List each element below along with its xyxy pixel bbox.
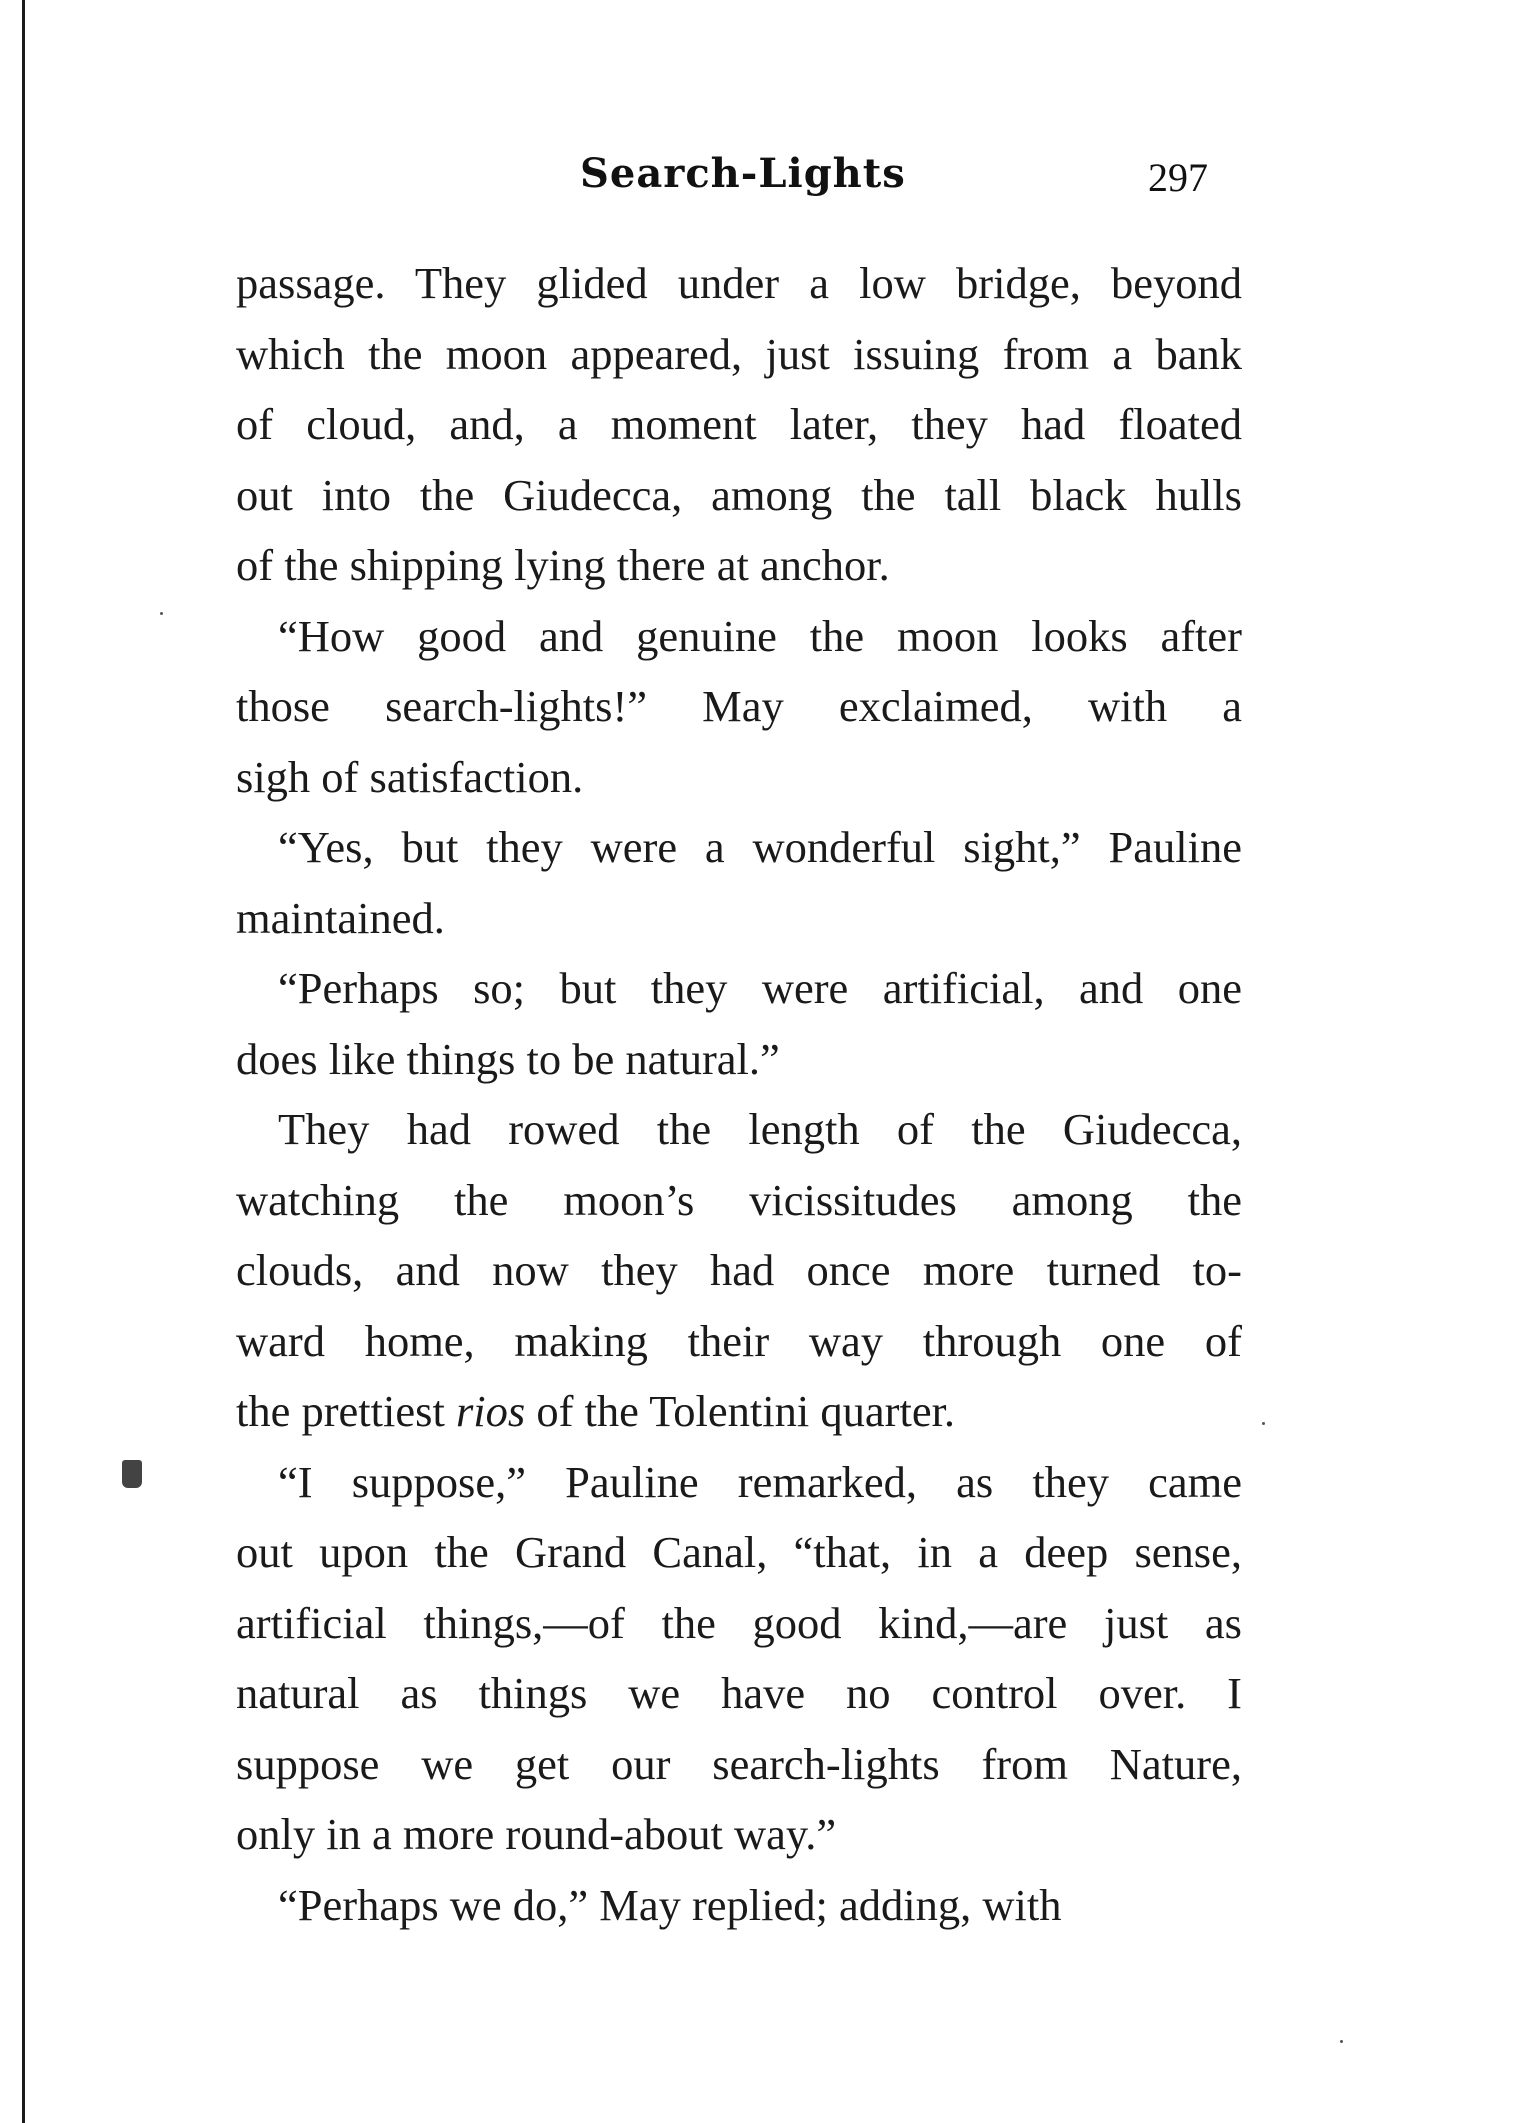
text-line: does like things to be natural.” [236,1033,780,1084]
text-line: those search-lights!” May exclaimed, with a [236,681,1242,731]
text-line: “I suppose,” Pauline remarked, as they came [278,1456,1242,1507]
paper-speck [1340,2040,1343,2043]
text-line: which the moon appeared, just issuing from a bank [236,328,1242,379]
text-line: suppose we get our search-lights from Nature, [236,1738,1242,1789]
text-fragment: the prettiest [236,1386,456,1436]
text-line: maintained. [236,892,445,943]
text-line [236,1376,1242,1447]
text-line: out into the Giudecca, among the tall black hulls [236,469,1242,520]
text-line: “How good and genuine the moon looks after [278,610,1242,661]
text-line: natural as things we have no control over. I [236,1668,1242,1718]
paragraph-4 [236,953,1242,1094]
paragraph-5 [236,1094,1242,1447]
text-line: clouds, and now they had once more turned to- [236,1245,1242,1295]
text-line: out upon the Grand Canal, “that, in a deep sense, [236,1527,1242,1577]
body-text [236,248,1242,1940]
paragraph-3 [236,812,1242,953]
paper-speck [1262,1422,1265,1425]
paragraph-2 [236,601,1242,813]
paragraph-6 [236,1447,1242,1870]
page-edge-line [22,0,25,2123]
text-line: artificial things,—of the good kind,—are just as [236,1597,1242,1648]
margin-ink-mark [122,1460,142,1488]
text-line: watching the moon’s vicissitudes among the [236,1174,1242,1225]
running-title: Search-Lights [580,150,906,197]
paper-speck [160,612,163,615]
paragraph-1 [236,248,1242,601]
text-line: sigh of satisfaction. [236,751,584,802]
text-line: They had rowed the length of the Giudecca, [278,1104,1242,1154]
text-line: “Yes, but they were a wonderful sight,” Pauline [278,822,1242,872]
text-line: only in a more round-about way.” [236,1809,837,1859]
text-line: “Perhaps we do,” May replied; adding, with [278,1879,1062,1930]
text-line: passage. They glided under a low bridge, beyond [236,258,1242,308]
text-line: of cloud, and, a moment later, they had floated [236,399,1242,449]
text-line: “Perhaps so; but they were artificial, and one [278,963,1242,1013]
page-number: 297 [1148,155,1208,200]
running-head [0,150,1536,210]
paragraph-7 [236,1870,1242,1941]
italic-word: rios [455,1386,526,1436]
text-line: ward home, making their way through one of [236,1315,1242,1366]
text-line: of the shipping lying there at anchor. [236,540,890,590]
text-fragment: of the Tolentini quarter. [525,1386,956,1436]
